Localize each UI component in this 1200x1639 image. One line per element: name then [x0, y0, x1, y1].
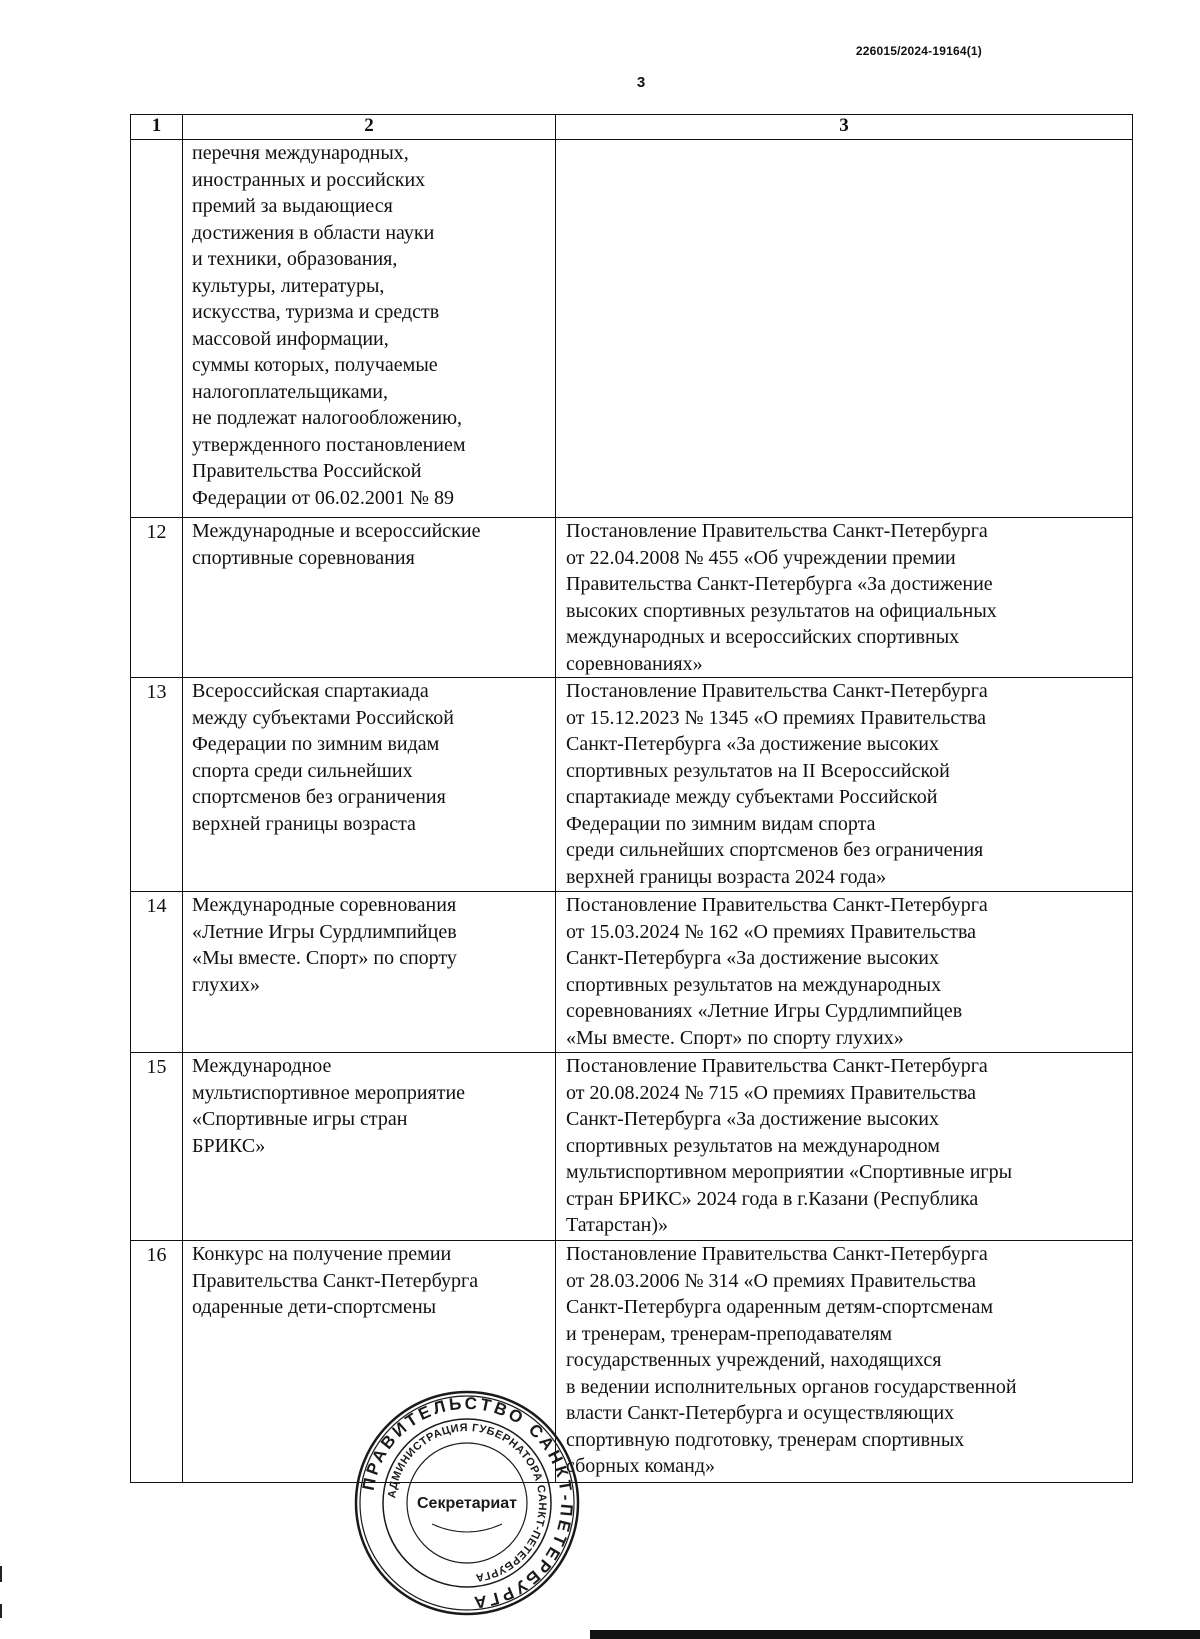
- table-row: [131, 1241, 1133, 1483]
- page-number: 3: [636, 74, 646, 91]
- row-name-cell: [183, 518, 556, 678]
- text-line: «Спортивные игры стран: [192, 1108, 408, 1130]
- text-line: от 15.03.2024 № 162 «О премиях Правительства: [566, 920, 976, 943]
- text-line: Федерации по зимним видам: [192, 733, 440, 755]
- text-line: между субъектами Российской: [192, 706, 455, 729]
- text-line: перечня международных,: [192, 142, 409, 164]
- text-line: Санкт-Петербурга «За достижение высоких: [566, 947, 939, 969]
- column-header-3: 3: [556, 115, 1133, 140]
- text-line: от 22.04.2008 № 455 «Об учреждении премии: [566, 546, 956, 569]
- stamp-inner-text-path: АДМИНИСТРАЦИЯ ГУБЕРНАТОРА САНКТ-ПЕТЕРБУРГА: [386, 1421, 549, 1584]
- stamp-flourish: [432, 1524, 502, 1532]
- row-number: 13: [131, 678, 183, 892]
- row-name-cell: [183, 1053, 556, 1241]
- text-line: от 28.03.2006 № 314 «О премиях Правительства: [566, 1269, 976, 1292]
- text-line: Татарстан)»: [566, 1214, 669, 1236]
- text-line: налогоплательщиками,: [192, 380, 388, 403]
- text-line: Санкт-Петербурга одаренным детям-спортсменам: [566, 1296, 994, 1318]
- row-number: 14: [131, 892, 183, 1053]
- text-line: глухих»: [192, 973, 260, 996]
- text-line: соревнованиях «Летние Игры Сурдлимпийцев: [566, 1000, 963, 1022]
- text-line: спартакиаде между субъектами Российской: [566, 786, 938, 808]
- text-line: мультиспортивном мероприятии «Спортивные игры: [566, 1161, 1013, 1183]
- text-line: в ведении исполнительных органов государственной: [566, 1375, 1017, 1398]
- text-line: Санкт-Петербурга «За достижение высоких: [566, 1108, 939, 1130]
- text-line: стран БРИКС» 2024 года в г.Казани (Республика: [566, 1187, 979, 1210]
- text-line: среди сильнейших спортсменов без ограничения: [566, 839, 984, 861]
- row-reference-cell: [556, 1053, 1133, 1241]
- official-seal-stamp: [352, 1388, 582, 1618]
- table-header-row: [131, 115, 1133, 140]
- text-line: мультиспортивное мероприятие: [192, 1081, 466, 1104]
- text-line: соревнованиях»: [566, 652, 703, 675]
- text-line: иностранных и российских: [192, 168, 426, 191]
- text-line: спортивную подготовку, тренерам спортивных: [566, 1428, 965, 1451]
- text-line: Всероссийская спартакиада: [192, 680, 429, 702]
- text-line: Санкт-Петербурга «За достижение высоких: [566, 733, 939, 755]
- row-name-cell: [183, 892, 556, 1053]
- table-row: [131, 518, 1133, 678]
- column-header-1: 1: [131, 115, 183, 140]
- text-line: власти Санкт-Петербурга и осуществляющих: [566, 1402, 955, 1424]
- scan-edge-mark: [0, 1604, 2, 1618]
- column-header-2: 2: [183, 115, 556, 140]
- text-line: одаренные дети-спортсмены: [192, 1296, 437, 1318]
- text-line: суммы которых, получаемые: [192, 354, 438, 376]
- text-line: спортсменов без ограничения: [192, 786, 446, 808]
- text-line: «Мы вместе. Спорт» по спорту глухих»: [566, 1026, 904, 1049]
- table-row: [131, 678, 1133, 892]
- stamp-center-text: Секретариат: [417, 1495, 517, 1512]
- row-reference-cell: [556, 678, 1133, 892]
- text-line: массовой информации,: [192, 327, 389, 350]
- text-line: от 15.12.2023 № 1345 «О премиях Правительства: [566, 706, 986, 729]
- row-name-cell: [183, 678, 556, 892]
- text-line: Международное: [192, 1055, 332, 1077]
- text-line: «Мы вместе. Спорт» по спорту: [192, 947, 457, 969]
- row-reference-cell: [556, 892, 1133, 1053]
- text-line: утвержденного постановлением: [192, 433, 466, 456]
- text-line: Международные и всероссийские: [192, 520, 481, 542]
- text-line: спортивных результатов на международном: [566, 1134, 940, 1157]
- text-line: Конкурс на получение премии: [192, 1243, 452, 1265]
- row-reference-cell: [556, 518, 1133, 678]
- row-number: 15: [131, 1053, 183, 1241]
- text-line: БРИКС»: [192, 1134, 266, 1157]
- text-line: спортивных результатов на международных: [566, 973, 942, 996]
- text-line: спортивных результатов на II Всероссийской: [566, 759, 950, 782]
- table-row: [131, 892, 1133, 1053]
- table-row: [131, 140, 1133, 518]
- text-line: Постановление Правительства Санкт-Петербурга: [566, 680, 988, 702]
- bottom-scan-edge-rule: [590, 1630, 1200, 1639]
- row-reference-cell: [556, 1241, 1133, 1483]
- text-line: Правительства Санкт-Петербурга: [192, 1269, 479, 1292]
- text-line: высоких спортивных результатов на официальных: [566, 599, 997, 622]
- text-line: Правительства Санкт-Петербурга «За достижение: [566, 573, 993, 595]
- text-line: от 20.08.2024 № 715 «О премиях Правительства: [566, 1081, 976, 1104]
- text-line: «Летние Игры Сурдлимпийцев: [192, 920, 457, 943]
- document-registration-number: 226015/2024-19164(1): [855, 44, 982, 58]
- text-line: государственных учреждений, находящихся: [566, 1349, 942, 1371]
- text-line: культуры, литературы,: [192, 274, 385, 297]
- row-reference-cell: [556, 140, 1133, 518]
- text-line: и тренерам, тренерам-преподавателям: [566, 1322, 893, 1345]
- text-line: Постановление Правительства Санкт-Петербурга: [566, 520, 988, 542]
- text-line: Постановление Правительства Санкт-Петербурга: [566, 894, 988, 916]
- scan-edge-mark: [0, 1566, 2, 1582]
- text-line: Международные соревнования: [192, 894, 457, 916]
- text-line: верхней границы возраста: [192, 812, 416, 835]
- text-line: Федерации по зимним видам спорта: [566, 812, 876, 835]
- stamp-outer-text-path: ПРАВИТЕЛЬСТВО САНКТ-ПЕТЕРБУРГА: [358, 1393, 577, 1613]
- row-number: 12: [131, 518, 183, 678]
- row-number: [131, 140, 183, 518]
- text-line: и техники, образования,: [192, 248, 398, 270]
- text-line: не подлежат налогообложению,: [192, 407, 463, 429]
- awards-table: [130, 114, 1133, 1483]
- text-line: спорта среди сильнейших: [192, 759, 413, 782]
- text-line: достижения в области науки: [192, 221, 435, 244]
- text-line: искусства, туризма и средств: [192, 301, 440, 323]
- text-line: премий за выдающиеся: [192, 195, 393, 217]
- text-line: Постановление Правительства Санкт-Петербурга: [566, 1055, 988, 1077]
- text-line: Правительства Российской: [192, 460, 422, 482]
- row-number: 16: [131, 1241, 183, 1483]
- text-line: Федерации от 06.02.2001 № 89: [192, 486, 455, 509]
- text-line: международных и всероссийских спортивных: [566, 626, 960, 648]
- text-line: верхней границы возраста 2024 года»: [566, 865, 887, 888]
- table-row: [131, 1053, 1133, 1241]
- text-line: Постановление Правительства Санкт-Петербурга: [566, 1243, 988, 1265]
- row-name-cell: [183, 140, 556, 518]
- text-line: спортивные соревнования: [192, 546, 415, 569]
- text-line: сборных команд»: [566, 1455, 716, 1477]
